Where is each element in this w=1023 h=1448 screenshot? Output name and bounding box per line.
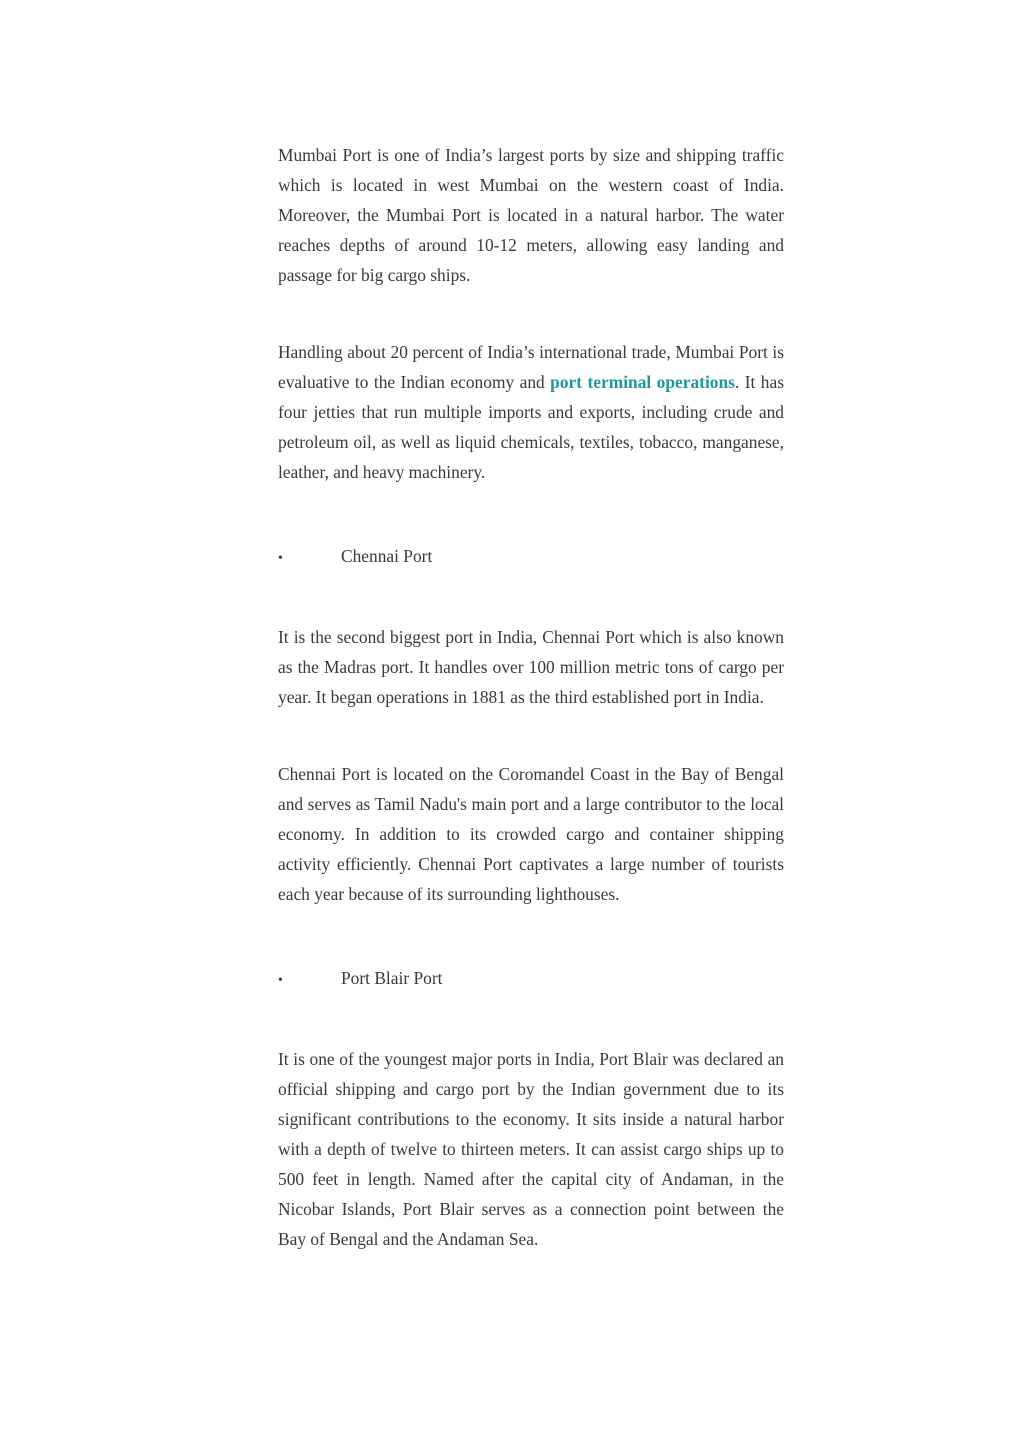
chennai-bullet-item <box>278 541 784 574</box>
mumbai-paragraph-2-text-end: . It has four jetties that run multiple imports and exports, including crude and petroleum oil, as well as liquid chemicals, textiles, tobacco, manganese, leather, and heavy machinery. <box>278 372 784 482</box>
spacer <box>278 487 784 541</box>
chennai-paragraph-1: It is the second biggest port in India, Chennai Port which is also known as the Madras port. It handles over 100 million metric tons of cargo per year. It began operations in 1881 as the third established port in India. <box>278 627 784 707</box>
mumbai-paragraph-1: Mumbai Port is one of India’s largest ports by size and shipping traffic which is located in west Mumbai on the western coast of India. Moreover, the Mumbai Port is located in a natural harbor. The water reaches depths of around 10-12 meters, allowing easy landing and passage for big cargo ships. <box>278 145 784 285</box>
port-blair-bullet-item <box>278 963 784 996</box>
port-terminal-operations-link[interactable]: port terminal operations <box>550 372 735 392</box>
mumbai-paragraph-2-text-start: Handling about 20 percent of India’s international trade, Mumbai Port is evaluative to the Indian economy and <box>278 342 784 392</box>
spacer <box>278 712 784 759</box>
mumbai-paragraph-2 <box>278 337 784 487</box>
chennai-heading: Chennai Port <box>341 546 433 566</box>
port-blair-heading: Port Blair Port <box>341 968 443 988</box>
chennai-paragraph-2: Chennai Port is located on the Coromandel Coast in the Bay of Bengal and serves as Tamil Nadu's main port and a large contributor to the local economy. In addition to its crowded cargo and container shipping activity efficiently. Chennai Port captivates a large number of tourists each year because of its surrounding lighthouses. <box>278 764 784 904</box>
document-page <box>278 140 784 1254</box>
spacer <box>278 290 784 337</box>
spacer <box>278 574 784 622</box>
bullet-icon: • <box>278 551 283 566</box>
bullet-icon: • <box>278 973 283 988</box>
port-blair-paragraph-1: It is one of the youngest major ports in India, Port Blair was declared an official shipping and cargo port by the Indian government due to its significant contributions to the economy. It sits inside a natural harbor with a depth of twelve to thirteen meters. It can assist cargo ships up to 500 feet in length. Named after the capital city of Andaman, in the Nicobar Islands, Port Blair serves as a connection point between the Bay of Bengal and the Andaman Sea. <box>278 1049 784 1249</box>
spacer <box>278 996 784 1044</box>
spacer <box>278 909 784 963</box>
